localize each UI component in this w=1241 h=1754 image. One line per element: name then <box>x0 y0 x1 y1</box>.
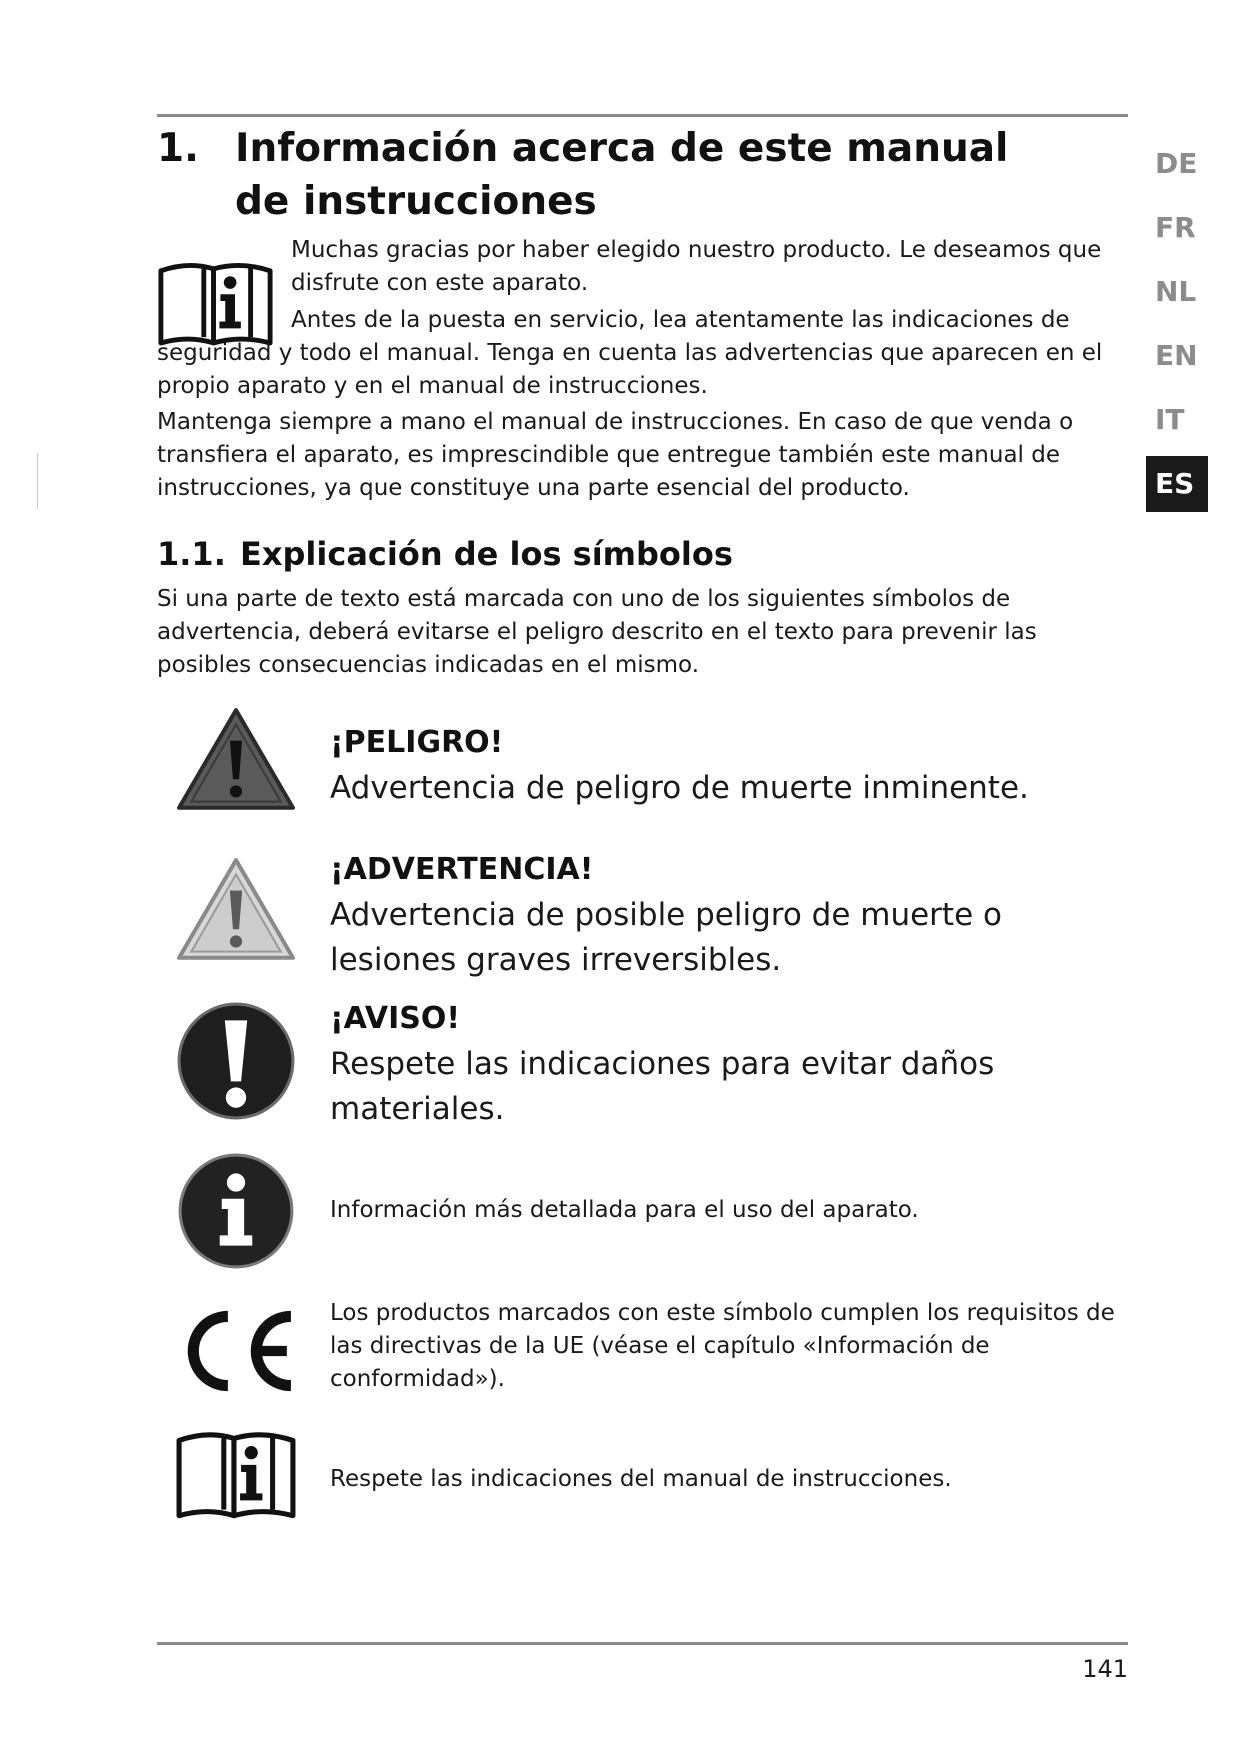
bottom-rule <box>157 1642 1128 1645</box>
language-tabs <box>1146 136 1208 520</box>
lang-tab-it[interactable]: IT <box>1155 403 1185 436</box>
ce-text: Los productos marcados con este símbolo cumplen los requisitos de las directivas de la UE (véase el capítulo «Información de conformidad»). <box>330 1300 1115 1392</box>
intro-paragraph-3: Mantenga siempre a mano el manual de instrucciones. En caso de que venda o transfiera el aparato, es imprescindible que entregue también este manual de instrucciones, ya que constituye una parte esencial del producto. <box>157 409 1074 501</box>
intro-paragraph-1: Muchas gracias por haber elegido nuestro producto. Le deseamos que disfrute con este aparato. <box>291 237 1102 296</box>
lang-tab-fr[interactable]: FR <box>1155 211 1196 244</box>
lang-tab-en[interactable]: EN <box>1155 339 1198 372</box>
section-title: Información acerca de este manual de instrucciones <box>235 126 1009 224</box>
subsection-number: 1.1. <box>157 535 226 573</box>
ce-mark-icon <box>175 1290 297 1412</box>
danger-triangle-icon <box>175 702 297 824</box>
section-number: 1. <box>157 126 199 171</box>
lang-tab-es[interactable]: ES <box>1146 456 1208 512</box>
info-circle-icon <box>175 1150 297 1272</box>
subsection-title: Explicación de los símbolos <box>240 535 733 573</box>
warning-triangle-icon <box>175 852 297 974</box>
notice-entry <box>330 996 1120 1132</box>
warning-entry <box>330 847 1120 983</box>
notice-text: Respete las indicaciones para evitar daños materiales. <box>330 1046 995 1127</box>
notice-title: ¡AVISO! <box>330 1001 461 1036</box>
page-number: 141 <box>1082 1655 1128 1683</box>
manual-text: Respete las indicaciones del manual de instrucciones. <box>330 1466 952 1492</box>
warning-title: ¡ADVERTENCIA! <box>330 852 594 887</box>
info-text: Información más detallada para el uso del aparato. <box>330 1197 919 1223</box>
exclamation-circle-icon <box>175 1000 297 1122</box>
danger-text: Advertencia de peligro de muerte inminente. <box>330 770 1029 806</box>
top-rule <box>157 114 1128 117</box>
edge-mark <box>37 453 38 509</box>
warning-text: Advertencia de posible peligro de muerte o lesiones graves irreversibles. <box>330 897 1002 978</box>
symbols-intro: Si una parte de texto está marcada con uno de los siguientes símbolos de advertencia, deberá evitarse el peligro descrito en el texto para prevenir las posibles consecuencias indicadas en el mismo. <box>157 586 1037 678</box>
lang-tab-de[interactable]: DE <box>1155 147 1198 180</box>
danger-title: ¡PELIGRO! <box>330 725 504 760</box>
intro-paragraph-2: Antes de la puesta en servicio, lea atentamente las indicaciones de seguridad y todo el manual. Tenga en cuenta las advertencias que aparecen en el propio aparato y en el manual de instrucciones. <box>157 307 1103 399</box>
danger-entry <box>330 720 1120 811</box>
lang-tab-nl[interactable]: NL <box>1155 275 1197 308</box>
manual-book-icon <box>175 1428 297 1520</box>
